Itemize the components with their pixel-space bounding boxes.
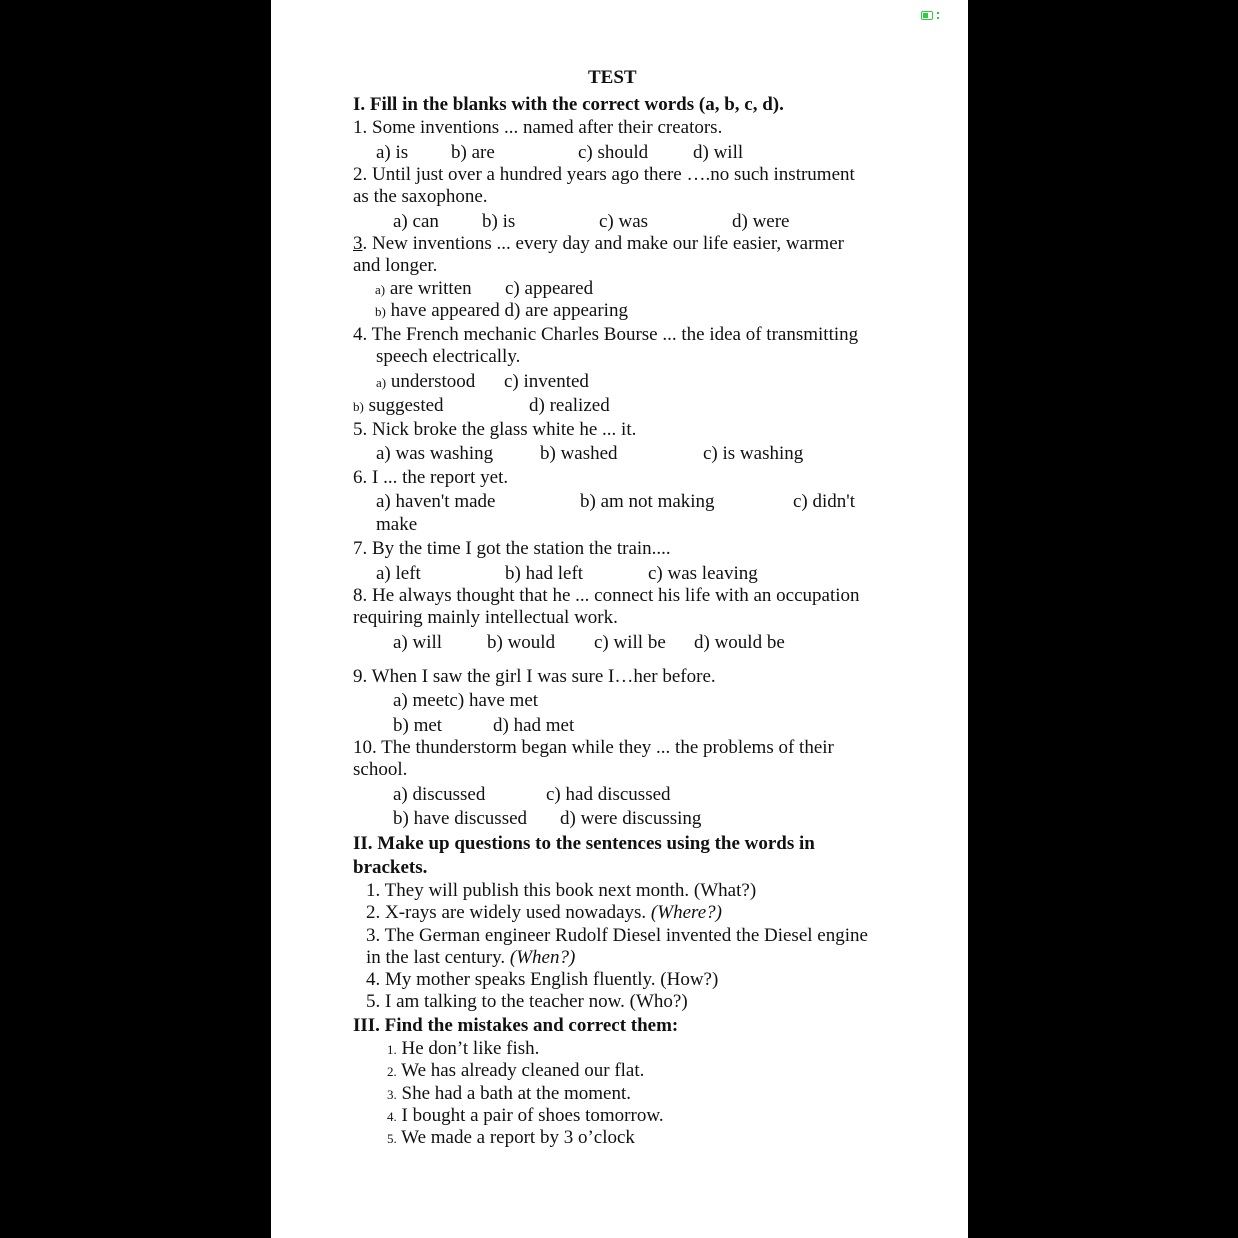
q3-text-line2: and longer.: [353, 255, 438, 276]
q5-option-c: c) is washing: [703, 443, 804, 464]
s2-item-2: [366, 902, 722, 924]
s3-item-2-text: We has already cleaned our flat.: [396, 1060, 645, 1081]
q4-option-c: c) invented: [504, 371, 589, 392]
q3-option-a-text: are written: [385, 278, 472, 299]
q10-text-line2: school.: [353, 759, 408, 780]
q3-option-c: c) appeared: [505, 278, 594, 299]
q4-option-b-prefix: b): [353, 399, 364, 414]
section3-heading: III. Find the mistakes and correct them:: [353, 1015, 679, 1036]
q2-option-b: b) is: [482, 211, 516, 232]
s2-item-1: 1. They will publish this book next month. (What?): [366, 880, 757, 901]
q7-option-a: a) left: [376, 563, 421, 584]
s2-item-3-line1: 3. The German engineer Rudolf Diesel invented the Diesel engine: [366, 925, 868, 946]
q4-option-a: [376, 371, 475, 394]
section2-heading-line2: brackets.: [353, 857, 428, 878]
q8-option-d: d) would be: [694, 632, 785, 653]
q1-option-a: a) is: [376, 142, 409, 163]
q1-option-b: b) are: [451, 142, 495, 163]
q6-option-c: c) didn't: [793, 491, 855, 512]
document-page: [271, 0, 968, 1238]
q4-text-line1: 4. The French mechanic Charles Bourse ... the idea of transmitting: [353, 324, 859, 345]
q7-option-b: b) had left: [505, 563, 584, 584]
section1-heading: I. Fill in the blanks with the correct words (a, b, c, d).: [353, 94, 784, 115]
s2-item-2-text: 2. X-rays are widely used nowadays.: [366, 902, 651, 923]
q3-option-a: [375, 278, 472, 301]
s3-item-2: [387, 1060, 644, 1083]
q10-option-a: a) discussed: [393, 784, 486, 805]
s3-item-5-number: 5.: [387, 1131, 397, 1146]
q8-text-line2: requiring mainly intellectual work.: [353, 607, 618, 628]
q5-text: 5. Nick broke the glass white he ... it.: [353, 419, 637, 440]
q5-option-b: b) washed: [540, 443, 618, 464]
q6-option-c-continued: make: [376, 514, 418, 535]
battery-icon: [921, 11, 933, 20]
q2-option-d: d) were: [732, 211, 790, 232]
s3-item-1: [387, 1038, 539, 1061]
s2-item-3-line2: [366, 947, 575, 969]
q8-option-b: b) would: [487, 632, 556, 653]
s3-item-4-number: 4.: [387, 1109, 397, 1124]
q9-option-b: b) met: [393, 715, 443, 736]
s3-item-1-text: He don’t like fish.: [396, 1038, 540, 1059]
page-title: TEST: [588, 67, 637, 88]
s3-item-4: [387, 1105, 664, 1128]
q3-option-b-prefix: b): [375, 304, 386, 319]
q7-option-c: c) was leaving: [648, 563, 758, 584]
q8-option-c: c) will be: [594, 632, 666, 653]
q1-option-d: d) will: [693, 142, 744, 163]
s2-item-5: 5. I am talking to the teacher now. (Who?): [366, 991, 688, 1012]
q10-option-d: d) were discussing: [560, 808, 702, 829]
q4-option-a-prefix: a): [376, 375, 387, 390]
q3-option-a-prefix: a): [375, 282, 386, 297]
q4-option-a-text: understood: [386, 371, 476, 392]
q10-text-line1: 10. The thunderstorm began while they ... the problems of their: [353, 737, 834, 758]
q8-option-a: a) will: [393, 632, 443, 653]
s3-item-3: [387, 1083, 631, 1106]
q2-option-c: c) was: [599, 211, 649, 232]
q9-option-a-c: a) meetc) have met: [393, 690, 539, 711]
q3-text-line1: [353, 233, 844, 255]
q7-text: 7. By the time I got the station the train....: [353, 538, 671, 559]
q1-option-c: c) should: [578, 142, 649, 163]
q3-option-b-text: have appeared d) are appearing: [385, 300, 628, 321]
q4-option-b-text: suggested: [363, 395, 444, 416]
s2-item-3-hint: (When?): [509, 947, 576, 968]
s3-item-3-text: She had a bath at the moment.: [396, 1083, 632, 1104]
s3-item-5-text: We made a report by 3 o’clock: [396, 1127, 635, 1148]
q6-option-b: b) am not making: [580, 491, 715, 512]
s2-item-4: 4. My mother speaks English fluently. (How?): [366, 969, 719, 990]
s3-item-4-text: I bought a pair of shoes tomorrow.: [396, 1105, 664, 1126]
section2-heading-line1: II. Make up questions to the sentences using the words in: [353, 833, 815, 854]
q3-text: . New inventions ... every day and make our life easier, warmer: [362, 233, 844, 254]
s3-item-1-number: 1.: [387, 1042, 397, 1057]
q3-number: 3: [353, 233, 363, 254]
q1-text: 1. Some inventions ... named after their creators.: [353, 117, 723, 138]
q6-option-a: a) haven't made: [376, 491, 496, 512]
q10-option-b: b) have discussed: [393, 808, 528, 829]
q9-text: 9. When I saw the girl I was sure I…her before.: [353, 666, 716, 687]
q2-text-line1: 2. Until just over a hundred years ago there ….no such instrument: [353, 164, 855, 185]
s3-item-2-number: 2.: [387, 1064, 397, 1079]
q9-option-d: d) had met: [493, 715, 575, 736]
q4-option-d: d) realized: [529, 395, 610, 416]
q2-text-line2: as the saxophone.: [353, 186, 488, 207]
q4-text-line2: speech electrically.: [376, 346, 521, 367]
s3-item-5: [387, 1127, 635, 1150]
q5-option-a: a) was washing: [376, 443, 494, 464]
q4-option-b: [353, 395, 444, 418]
q6-text: 6. I ... the report yet.: [353, 467, 509, 488]
s2-item-3-text: in the last century.: [366, 947, 510, 968]
battery-status-dots-icon: [937, 11, 940, 20]
s3-item-3-number: 3.: [387, 1087, 397, 1102]
s2-item-2-hint: (Where?): [650, 902, 722, 923]
q2-option-a: a) can: [393, 211, 439, 232]
q3-option-b: [375, 300, 628, 323]
q8-text-line1: 8. He always thought that he ... connect his life with an occupation: [353, 585, 860, 606]
q10-option-c: c) had discussed: [546, 784, 671, 805]
